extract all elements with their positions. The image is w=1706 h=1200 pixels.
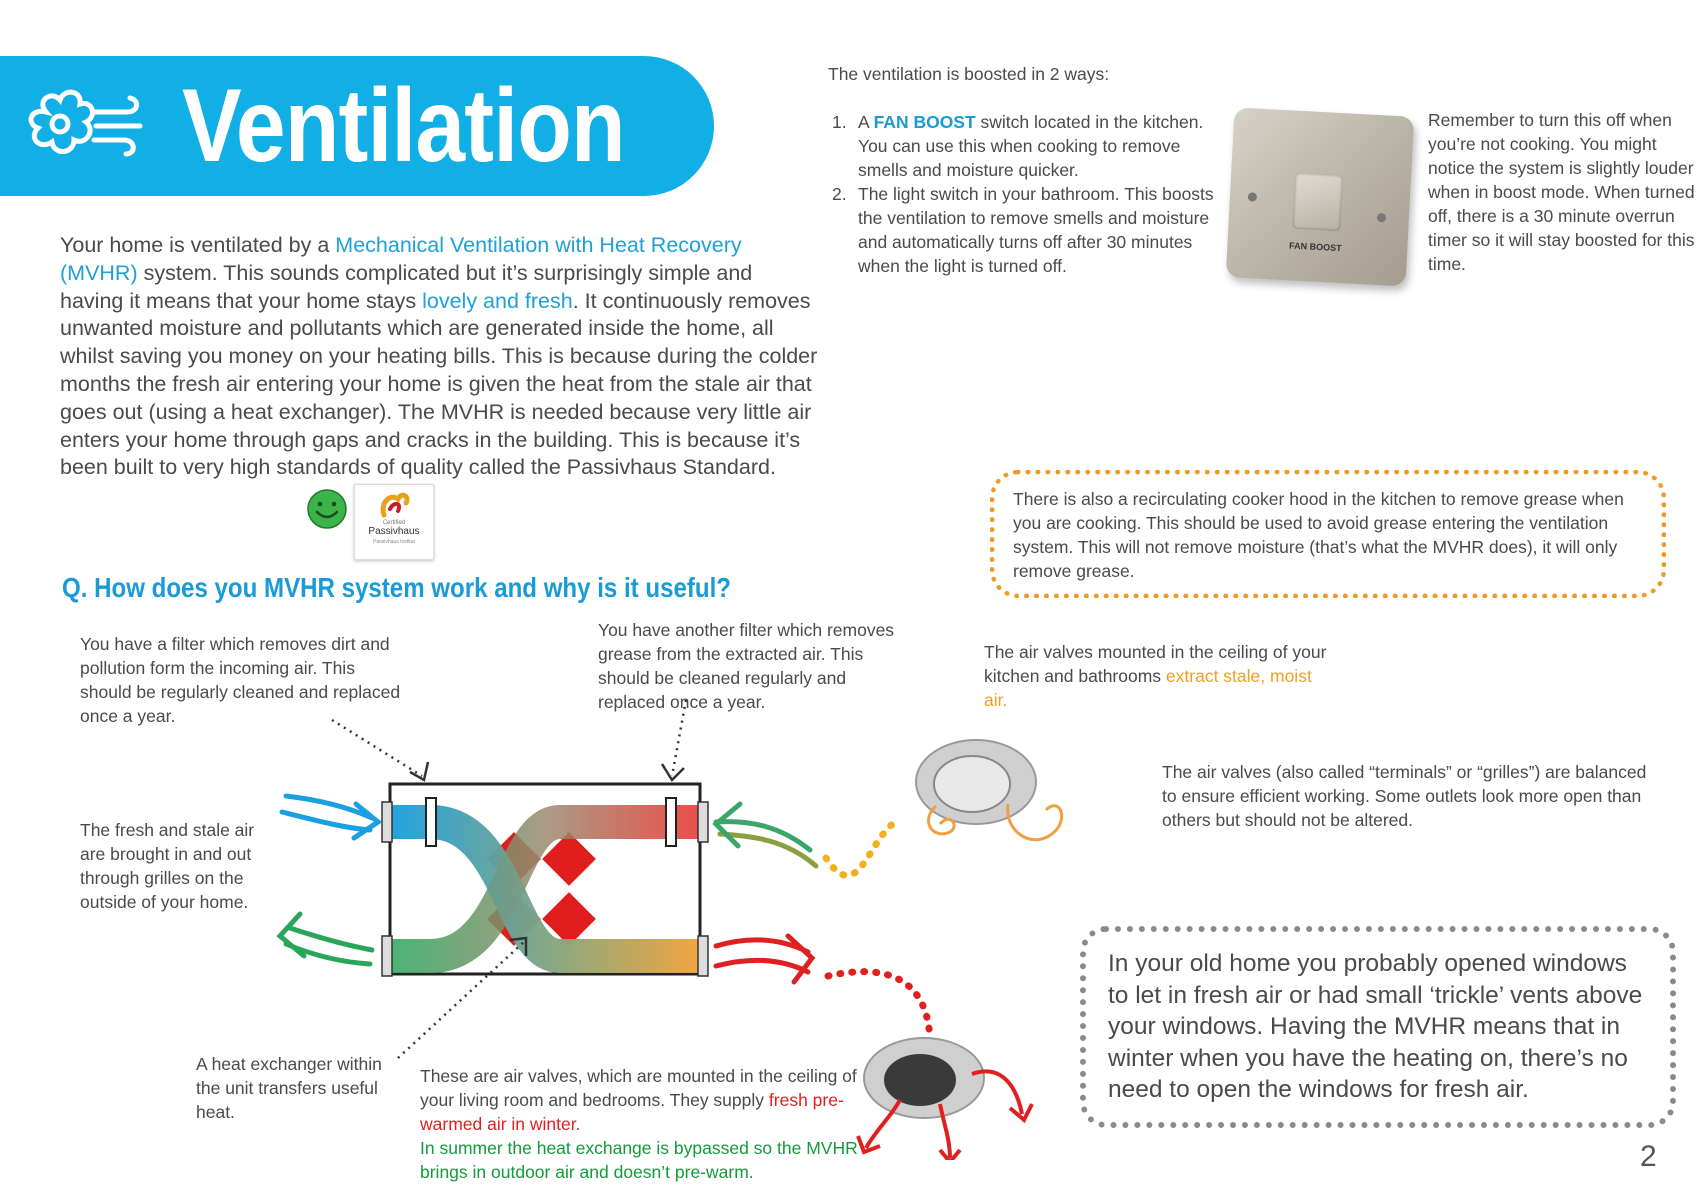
- mvhr-diagram: [260, 700, 1130, 1160]
- cooker-hood-note: There is also a recirculating cooker hood in the kitchen to remove grease when you are cooking. This should be used to avoid grease entering the ventilation system. This will not remove moisture (that’s what the MVHR does), it will only remove grease.: [990, 470, 1666, 598]
- supply-air-arrow: [716, 936, 812, 982]
- duct-cap: [698, 936, 708, 976]
- switch-label: FAN BOOST: [1288, 240, 1342, 254]
- fresh-highlight: lovely and fresh: [422, 288, 573, 313]
- old-home-note: In your old home you probably opened windows to let in fresh air or had small ‘trickle’ vents above your windows. Having the MVHR means that in winter when you have the heating on, there’s no need to open the windows for fresh air.: [1080, 926, 1676, 1128]
- mvhr-highlight: Mechanical Ventilation with Heat Recovery (MVHR): [60, 233, 742, 285]
- supply-air-valve: [858, 1038, 1032, 1160]
- intro-paragraph: Your home is ventilated by a Mechanical Ventilation with Heat Recovery (MVHR) system. This sounds complicated but it’s surprisingly simple and having it means that your home stays lovely and fresh. It continuously removes unwanted moisture and pollutants which are generated inside the home, all whilst saving you money on your heating bills. This is because during the colder months the fresh air entering your home is given the heat from the stale air that goes out (using a heat exchanger). The MVHR is needed because very little air enters your home through gaps and cracks in the building. This is because it’s been built to very high standards of quality called the Passivhaus Standard.: [60, 233, 818, 480]
- extract-air-valve: [916, 740, 1062, 840]
- passivhaus-logo-icon: [376, 489, 412, 519]
- list-item: 1. A FAN BOOST switch located in the kitchen. You can use this when cooking to remove smells and moisture quicker.: [832, 112, 1204, 180]
- supply-filter: [426, 798, 436, 846]
- duct-cap: [382, 936, 392, 976]
- fan-boost-switch-image: [1226, 107, 1415, 286]
- switch-rocker: [1292, 173, 1343, 231]
- grilles-note: The fresh and stale air are brought in and out through grilles on the outside of your home.: [80, 820, 255, 912]
- page-title: Ventilation: [182, 68, 625, 184]
- list-item: 2. The light switch in your bathroom. This boosts the ventilation to remove smells and moisture and automatically turns off after 30 minutes when the light is turned off.: [832, 184, 1214, 276]
- wind-icon: [16, 82, 148, 172]
- filter-note: You have a filter which removes dirt and pollution form the incoming air. This should be regularly cleaned and replaced once a year.: [80, 634, 401, 726]
- balance-note: The air valves (also called “terminals” or “grilles”) are balanced to ensure efficient working. Some outlets look more open than others but should not be altered.: [1162, 762, 1647, 830]
- grease-filter: [666, 798, 676, 846]
- page-number: 2: [1640, 1140, 1657, 1173]
- fan-boost-highlight: FAN BOOST: [873, 112, 976, 132]
- extract-air-arrow: [716, 804, 816, 866]
- grease-filter-note: You have another filter which removes grease from the extracted air. This should be cleaned regularly and replaced once a year.: [598, 620, 895, 712]
- duct-cap: [382, 802, 392, 842]
- boost-intro: The ventilation is boosted in 2 ways:: [828, 64, 1110, 84]
- passivhaus-logo: Certified Passivhaus Passivhaus Institut: [354, 484, 434, 560]
- remember-note: Remember to turn this off when you’re not cooking. You might notice the system is slightly louder when in boost mode. When turned off, there is a 30 minute overrun timer so it will stay boosted for this time.: [1428, 110, 1695, 274]
- fresh-air-arrow: [282, 796, 378, 838]
- duct-cap: [698, 802, 708, 842]
- extract-valves-note: The air valves mounted in the ceiling of your kitchen and bathrooms extract stale, moist air.: [984, 642, 1327, 710]
- boost-list: [832, 110, 1232, 278]
- supply-valves-note: These are air valves, which are mounted in the ceiling of your living room and bedrooms. They supply fresh pre-warmed air in winter. In summer the heat exchange is bypassed so the MVHR brings in outdoor air and doesn’t pre-warm.: [420, 1066, 858, 1182]
- section-question: Q. How does you MVHR system work and why is it useful?: [62, 572, 732, 603]
- heat-exchanger-note: A heat exchanger within the unit transfers useful heat.: [196, 1054, 382, 1122]
- exhaust-air-arrow: [280, 914, 372, 964]
- smiley-icon: [306, 488, 348, 530]
